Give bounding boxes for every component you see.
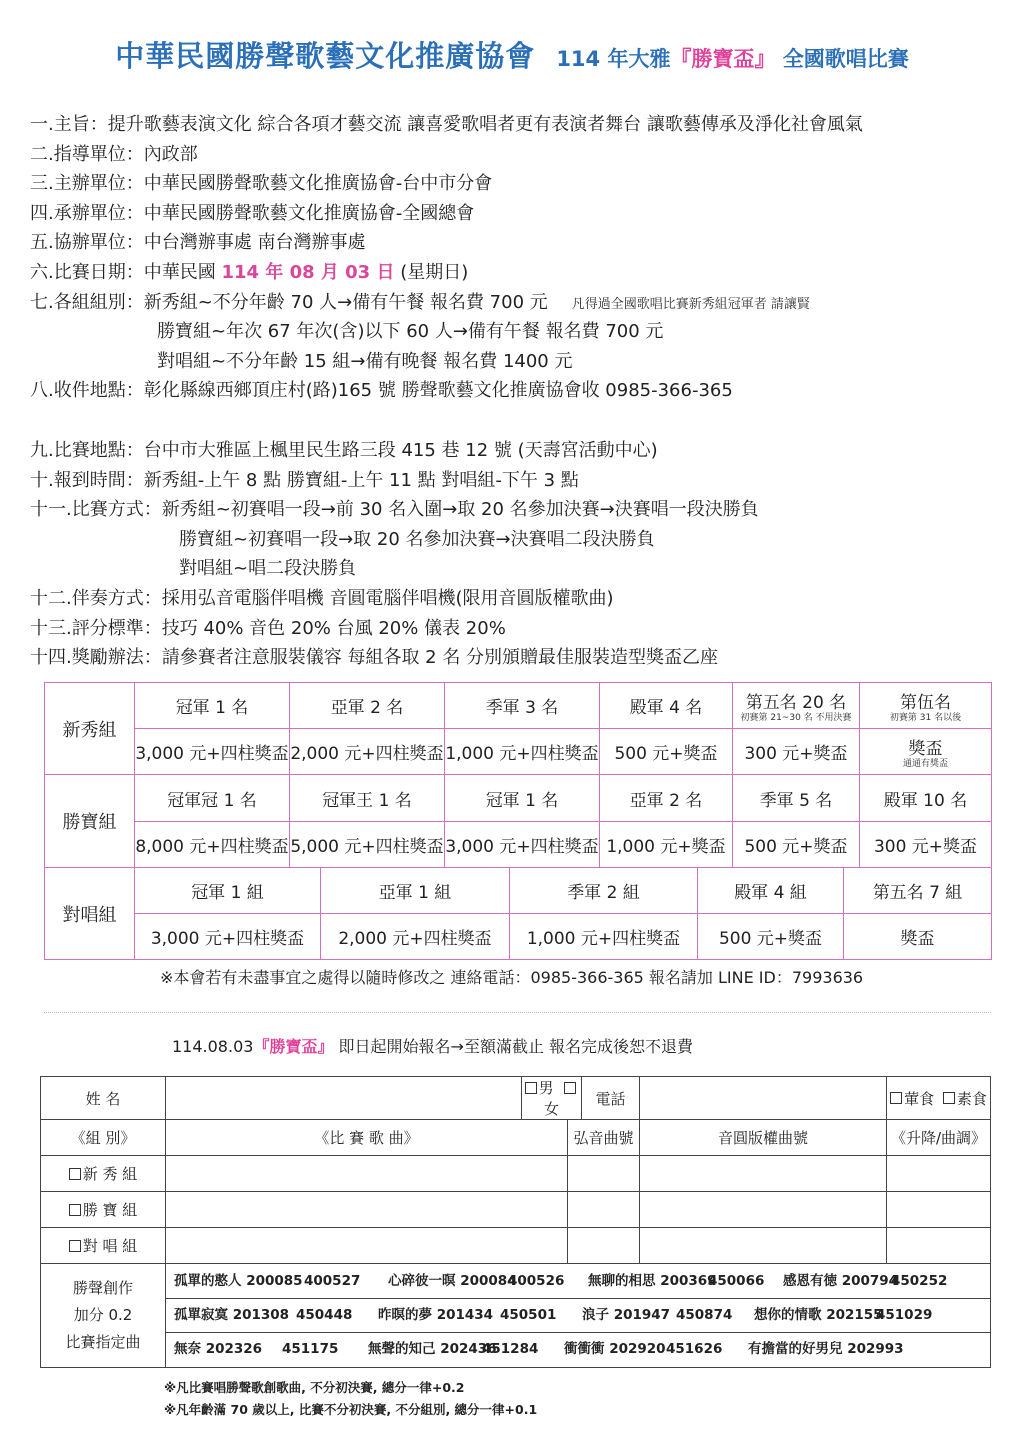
registration-text: 即日起開始報名→至額滿截止 報名完成後恕不退費 — [338, 1037, 694, 1056]
rank-cell: 亞軍 1 組 — [321, 868, 510, 914]
rule-groups-a: 七.各組組別：新秀組~不分年齡 70 人→備有午餐 報名費 700 元 — [30, 291, 548, 313]
prize-table — [44, 682, 991, 960]
event-prefix: 114 年大雅 — [556, 47, 671, 71]
song-row — [166, 1265, 990, 1299]
song-code: 451626 — [666, 1341, 723, 1357]
divider — [44, 1012, 991, 1013]
rule-check-in: 十.報到時間：新秀組-上午 8 點 勝寶組-上午 11 點 對唱組-下午 3 點 — [30, 469, 579, 491]
rule-date-day: (星期日) — [400, 261, 469, 283]
award-text: 獎盃 — [908, 738, 943, 759]
registration-header — [172, 1034, 693, 1057]
rule-awards: 十四.獎勵辦法：請參賽者注意服裝儀容 每組各取 2 名 分別頒贈最佳服裝造型獎盃乙座 — [30, 647, 719, 669]
award-cell-sixth — [860, 729, 992, 775]
rule-accompaniment: 十二.伴奏方式：採用弘音電腦伴唱機 音圓電腦伴唱機(限用音圓版權歌曲) — [30, 587, 614, 609]
song-entry: 昨暝的夢 201434 — [378, 1307, 494, 1323]
prize-table-xinxiu — [44, 682, 992, 775]
song-entry: 孤單的憨人 200085 — [174, 1273, 303, 1289]
song-code: 451175 — [282, 1341, 339, 1357]
checkbox-square — [69, 1240, 81, 1252]
name-label: 姓 名 — [41, 1077, 166, 1120]
rank-cell: 冠軍 1 名 — [445, 775, 600, 822]
hongyin-field[interactable] — [568, 1228, 640, 1264]
award-cell: 500 元+獎盃 — [698, 914, 844, 960]
rank-cell: 季軍 3 名 — [445, 683, 600, 729]
song-code: 450066 — [708, 1273, 765, 1289]
rank-text: 第五名 20 名 — [745, 692, 847, 713]
award-cell: 3,000 元+四柱獎盃 — [445, 822, 600, 868]
song-row — [174, 1333, 982, 1366]
checkbox-square — [525, 1082, 537, 1094]
name-field[interactable] — [166, 1077, 522, 1120]
rule-format-b: 勝寶組~初賽唱一段→取 20 名參加決賽→決賽唱二段決勝負 — [179, 528, 655, 550]
award-cell: 300 元+獎盃 — [733, 729, 860, 775]
rule-co-organizer: 五.協辦單位：中台灣辦事處 南台灣辦事處 — [30, 232, 366, 254]
award-cell: 8,000 元+四柱獎盃 — [135, 822, 290, 868]
key-field[interactable] — [887, 1192, 991, 1228]
veg-label: 素食 — [956, 1089, 987, 1108]
org-title: 中華民國勝聲歌藝文化推廣協會 — [115, 39, 536, 73]
award-cell: 500 元+獎盃 — [733, 822, 860, 868]
rule-date-label: 六.比賽日期：中華民國 — [30, 261, 216, 283]
rank-cell: 亞軍 2 名 — [290, 683, 445, 729]
song-field[interactable] — [166, 1192, 568, 1228]
group-label: 勝寶組 — [45, 775, 135, 868]
song-code: 450501 — [500, 1307, 557, 1323]
song-entry: 浪子 201947 — [582, 1307, 671, 1323]
group-option-label: 新 秀 組 — [82, 1165, 138, 1183]
bonus-label-line: 勝聲創作 — [72, 1279, 133, 1297]
male-label: 男 — [538, 1079, 554, 1097]
checkbox-square — [564, 1082, 576, 1094]
yinyuan-field[interactable] — [640, 1192, 887, 1228]
rule-groups-note: 凡得過全國歌唱比賽新秀組冠軍者 請讓賢 — [571, 296, 810, 312]
footnote-age: ※凡年齡滿 70 歲以上, 比賽不分初決賽, 不分組別, 總分一律+0.1 — [164, 1402, 538, 1417]
key-field[interactable] — [887, 1228, 991, 1264]
phone-label: 電話 — [582, 1077, 640, 1120]
yinyuan-field[interactable] — [640, 1156, 887, 1192]
contact-note: ※本會若有未盡事宜之處得以隨時修改之 連絡電話：0985-366-365 報名請加 LINE ID：7993636 — [160, 968, 864, 987]
meat-checkbox[interactable] — [890, 1090, 934, 1108]
song-entry: 有擔當的好男兒 202993 — [748, 1341, 904, 1357]
song-entry: 衝衝衝 202920 — [564, 1341, 666, 1357]
rule-mail-address: 八.收件地點：彰化縣線西鄉頂庄村(路)165 號 勝聲歌藝文化推廣協會收 0985-366-365 — [30, 380, 733, 402]
rule-groups-c: 對唱組~不分年齡 15 組→備有晚餐 報名費 1400 元 — [157, 350, 573, 372]
veg-checkbox[interactable] — [943, 1090, 987, 1108]
award-cell: 1,000 元+四柱獎盃 — [445, 729, 600, 775]
bonus-label-line: 加分 0.2 — [73, 1306, 133, 1324]
rule-guidance: 二.指導單位：內政部 — [30, 143, 198, 165]
registration-form — [40, 1076, 991, 1368]
rank-cell: 殿軍 4 組 — [698, 868, 844, 914]
checkbox-square — [943, 1092, 955, 1104]
checkbox-square — [890, 1092, 902, 1104]
song-field[interactable] — [166, 1156, 568, 1192]
meal-options — [887, 1077, 991, 1120]
prize-table-duet — [44, 867, 992, 960]
designated-songs — [166, 1264, 991, 1368]
award-cell: 3,000 元+四柱獎盃 — [135, 729, 290, 775]
rank-cell: 冠軍 1 組 — [135, 868, 321, 914]
award-cell: 3,000 元+四柱獎盃 — [135, 914, 321, 960]
rule-groups — [30, 288, 1010, 318]
award-cell: 1,000 元+四柱獎盃 — [510, 914, 698, 960]
song-entry: 孤單寂寞 201308 — [174, 1307, 290, 1323]
rule-format-a: 十一.比賽方式：新秀組~初賽唱一段→前 30 名入圍→取 20 名參加決賽→決賽唱一段決勝負 — [30, 499, 759, 521]
song-header: 《比 賽 歌 曲》 — [166, 1120, 568, 1156]
song-code: 400527 — [304, 1273, 361, 1289]
group-label: 對唱組 — [45, 868, 135, 960]
cup-name: 『勝寶盃』 — [670, 47, 776, 71]
bonus-label — [41, 1264, 166, 1368]
group-option-label: 對 唱 組 — [82, 1237, 138, 1255]
song-code: 451284 — [482, 1341, 539, 1357]
male-checkbox[interactable] — [525, 1079, 554, 1097]
key-field[interactable] — [887, 1156, 991, 1192]
rank-cell: 季軍 5 名 — [733, 775, 860, 822]
group-option-duet[interactable] — [41, 1228, 166, 1264]
group-header: 《組 別》 — [41, 1120, 166, 1156]
song-field[interactable] — [166, 1228, 568, 1264]
song-entry: 心碎彼一暝 200084 — [388, 1273, 517, 1289]
rank-cell: 殿軍 4 名 — [600, 683, 733, 729]
song-row — [166, 1299, 990, 1333]
award-cell: 2,000 元+四柱獎盃 — [321, 914, 510, 960]
song-code: 450252 — [891, 1273, 948, 1289]
rule-format-c: 對唱組~唱二段決勝負 — [179, 558, 357, 580]
event-suffix: 全國歌唱比賽 — [782, 47, 909, 71]
rule-date — [30, 258, 1010, 288]
gender-options — [522, 1077, 582, 1120]
key-header: 《升降/曲調》 — [887, 1120, 991, 1156]
rank-cell: 冠軍 1 名 — [135, 683, 290, 729]
award-cell: 500 元+獎盃 — [600, 729, 733, 775]
song-entry: 無奈 202326 — [174, 1341, 263, 1357]
song-code: 400526 — [508, 1273, 565, 1289]
song-code: 451029 — [876, 1307, 933, 1323]
song-entry: 無聊的相思 200369 — [588, 1273, 717, 1289]
award-note: 通通有獎盃 — [902, 758, 948, 769]
award-cell: 1,000 元+獎盃 — [600, 822, 733, 868]
song-code: 450448 — [296, 1307, 353, 1323]
rank-cell: 第五名 7 組 — [844, 868, 992, 914]
registration-date: 114.08.03 — [172, 1037, 254, 1056]
hongyin-field[interactable] — [568, 1156, 640, 1192]
rule-venue: 九.比賽地點：台中市大雅區上楓里民生路三段 415 巷 12 號 (天壽宮活動中心) — [30, 439, 658, 461]
registration-cup: 『勝寶盃』 — [253, 1037, 334, 1056]
rank-cell: 殿軍 10 名 — [860, 775, 992, 822]
group-option-xinxiu[interactable] — [41, 1156, 166, 1192]
group-option-shengbao[interactable] — [41, 1192, 166, 1228]
song-entry: 無聲的知己 202436 — [368, 1341, 497, 1357]
checkbox-square — [69, 1204, 81, 1216]
prize-table-shengbao — [44, 774, 992, 868]
yinyuan-header: 音圓版權曲號 — [640, 1120, 887, 1156]
group-label: 新秀組 — [45, 683, 135, 775]
rank-cell: 亞軍 2 名 — [600, 775, 733, 822]
phone-field[interactable] — [640, 1077, 887, 1120]
rank-cell: 冠軍王 1 名 — [290, 775, 445, 822]
rank-cell-sixth — [860, 683, 992, 729]
event-title — [556, 47, 908, 71]
rule-date-value: 114 年 08 月 03 日 — [221, 261, 395, 283]
award-cell: 獎盃 — [844, 914, 992, 960]
checkbox-square — [69, 1168, 81, 1180]
rule-groups-b: 勝寶組~年次 67 年次(含)以下 60 人→備有午餐 報名費 700 元 — [157, 321, 664, 343]
rank-cell: 季軍 2 組 — [510, 868, 698, 914]
rules-list — [30, 110, 1010, 673]
hongyin-field[interactable] — [568, 1192, 640, 1228]
footnote-bonus: ※凡比賽唱勝聲歌創歌曲, 不分初決賽, 總分一律+0.2 — [164, 1380, 465, 1395]
rule-purpose: 一.主旨：提升歌藝表演文化 綜合各項才藝交流 讓喜愛歌唱者更有表演者舞台 讓歌藝傳承及淨化社會風氣 — [30, 114, 863, 135]
bonus-label-line: 比賽指定曲 — [65, 1333, 141, 1351]
rule-organizer: 三.主辦單位：中華民國勝聲歌藝文化推廣協會-台中市分會 — [30, 173, 493, 195]
award-cell: 300 元+獎盃 — [860, 822, 992, 868]
female-label: 女 — [543, 1100, 559, 1118]
rank-text: 第伍名 — [900, 692, 951, 713]
rank-note: 初賽第 21~30 名 不用決賽 — [740, 712, 852, 723]
song-entry: 想你的情歌 202155 — [754, 1307, 883, 1323]
page-header — [0, 34, 1024, 75]
meat-label: 葷食 — [904, 1089, 935, 1108]
group-option-label: 勝 寶 組 — [82, 1201, 138, 1219]
award-cell: 2,000 元+四柱獎盃 — [290, 729, 445, 775]
song-entry: 感恩有徳 200794 — [783, 1273, 899, 1289]
award-cell: 5,000 元+四柱獎盃 — [290, 822, 445, 868]
rank-note: 初賽第 31 名以後 — [889, 712, 962, 723]
song-code: 450874 — [676, 1307, 733, 1323]
rank-cell-fifth — [733, 683, 860, 729]
rank-cell: 冠軍冠 1 名 — [135, 775, 290, 822]
hongyin-header: 弘音曲號 — [568, 1120, 640, 1156]
rule-scoring: 十三.評分標準：技巧 40% 音色 20% 台風 20% 儀表 20% — [30, 617, 506, 639]
yinyuan-field[interactable] — [640, 1228, 887, 1264]
rule-undertaker: 四.承辦單位：中華民國勝聲歌藝文化推廣協會-全國總會 — [30, 202, 475, 224]
